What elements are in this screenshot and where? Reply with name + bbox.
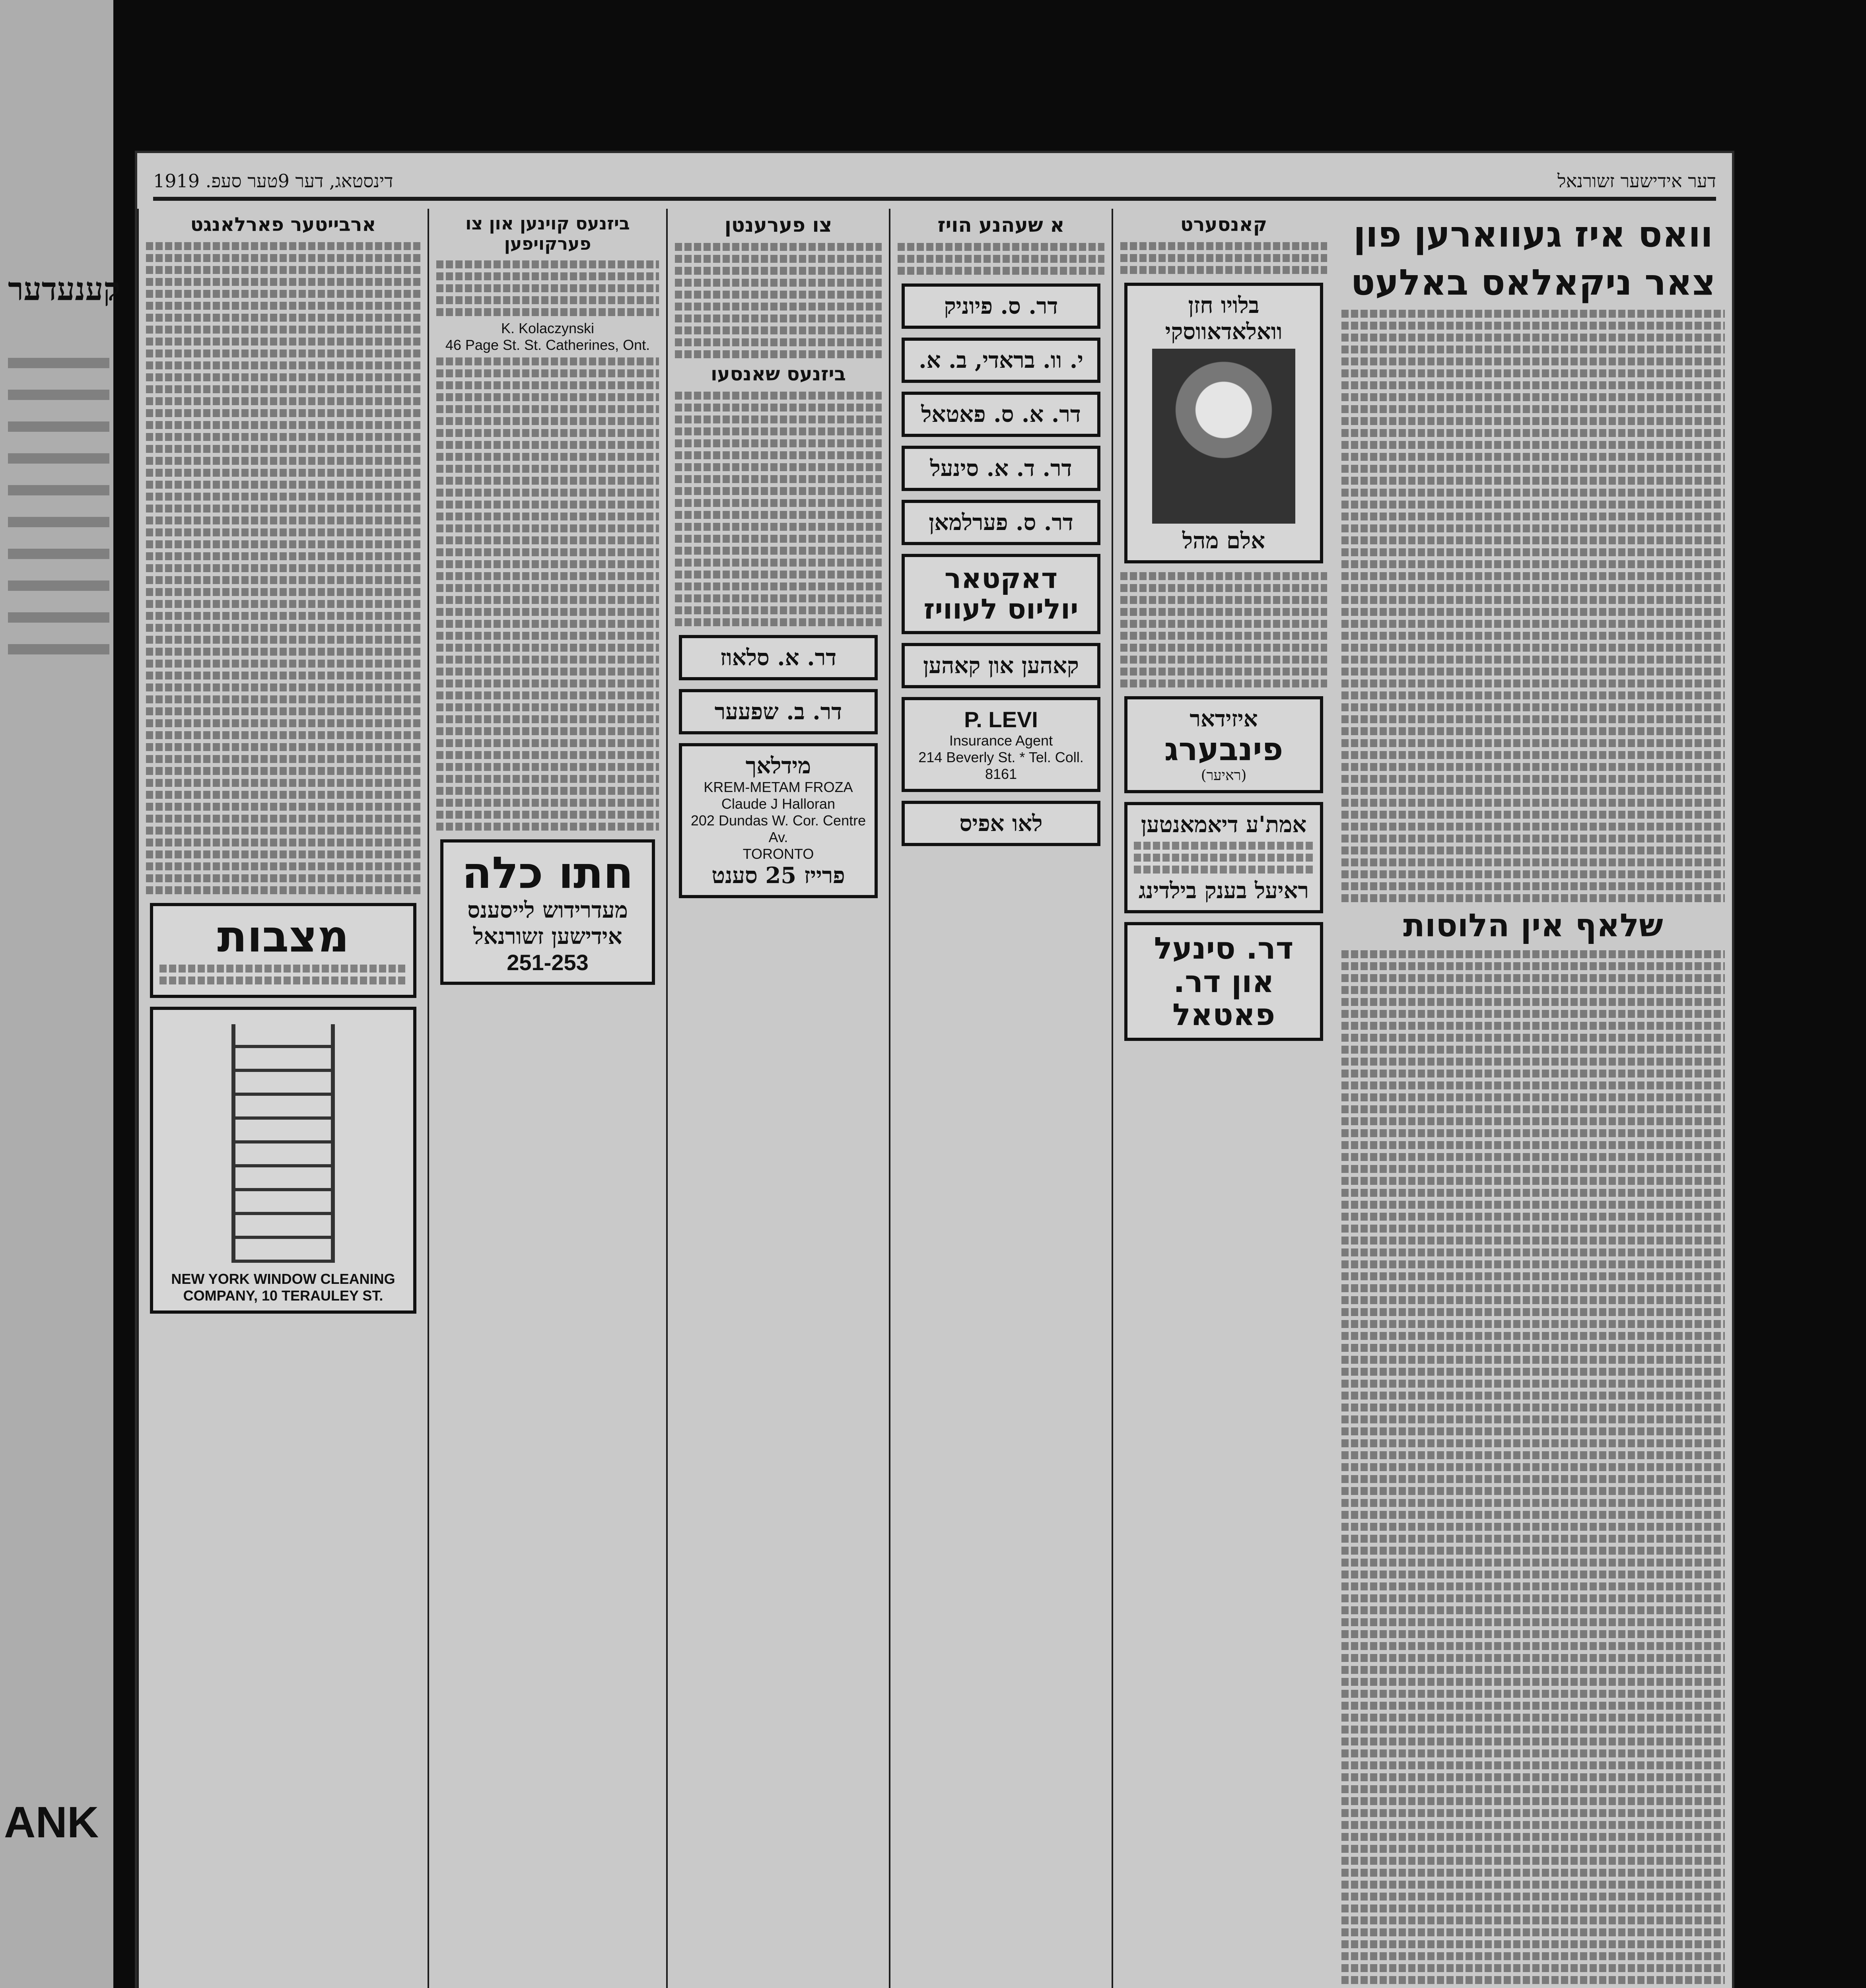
workers-column <box>137 209 428 1988</box>
ad-law-office[interactable] <box>902 801 1100 846</box>
feinberg-note: (ראיער) <box>1201 767 1247 784</box>
article-subhead: שלאף אין הלוסות <box>1403 907 1663 944</box>
feinberg-ad[interactable] <box>1124 696 1323 793</box>
ad-slauz-name: דר. א. סלאוז <box>720 645 837 671</box>
ad-window-cleaning[interactable] <box>150 1007 416 1314</box>
strip-headline: קענעדער <box>8 270 121 308</box>
ad-perlman-name: דר. ס. פערלמאן <box>929 509 1073 536</box>
rent-column <box>666 209 889 1988</box>
article-title-1: וואס איז געווארען פון <box>1353 214 1713 255</box>
ad-shpeer-name: דר. ב. שפעער <box>714 699 842 725</box>
ad-journal-name: אידישען זשורנאל <box>473 923 622 949</box>
ad-fatal[interactable] <box>902 392 1100 437</box>
business-chances-title: ביזנעס שאנסעו <box>711 363 846 385</box>
ad-law-office-name: לאו אפיס <box>959 810 1043 837</box>
cantor-name: בלויו חזן וואלאדאווסקי <box>1165 292 1283 345</box>
ad-midlach-price: פרייז 25 סענט <box>711 862 845 889</box>
ad-levi-title: Insurance Agent <box>949 732 1053 749</box>
ad-brady[interactable] <box>902 338 1100 383</box>
ad-levi[interactable] <box>902 697 1100 792</box>
ad-matzevot[interactable] <box>150 903 416 998</box>
concert-column <box>1112 209 1334 1988</box>
ad-brady-name: י. וו. בראדי, ב. א. <box>919 347 1083 373</box>
doctors-ad[interactable] <box>1124 922 1323 1041</box>
cantor-sub: אלם מהל <box>1182 528 1265 554</box>
business-title: ביזנעס קוינען און צו פערקויפען <box>465 214 630 254</box>
ad-slauz[interactable] <box>679 635 878 680</box>
ad-shpeer[interactable] <box>679 689 878 734</box>
ad-sigal[interactable] <box>902 446 1100 491</box>
ad-midlach-title: מידלאך <box>745 753 811 779</box>
ad-midlach-seller: Claude J Halloran <box>721 796 836 812</box>
ad-midlach-product: KREM-METAM FROZA <box>704 779 853 795</box>
main-article-column <box>1334 209 1732 1988</box>
ad-journal-wedding[interactable] <box>440 839 655 985</box>
business-column <box>428 209 666 1988</box>
concert-title: קאנסערט <box>1180 214 1267 236</box>
diamonds-text: ראיעל בענק בילדינג <box>1138 878 1309 904</box>
ad-levi-address: 214 Beverly St. * Tel. Coll. 8161 <box>918 749 1084 782</box>
ad-wedding-title: חתו כלה <box>462 847 634 898</box>
newspaper-page <box>137 153 1732 1988</box>
ad-fatal-name: דר. א. ס. פאטאל <box>921 401 1081 427</box>
cantor-portrait <box>1152 349 1295 524</box>
ads-column <box>889 209 1112 1988</box>
ad-fionik-name: דר. ס. פיוניק <box>944 293 1058 319</box>
kolaczynski-name: K. Kolaczynski <box>501 320 595 336</box>
diamonds-ad[interactable] <box>1124 802 1323 913</box>
article-title-2: צאר ניקאלאס באלעט <box>1351 262 1716 303</box>
ad-license-title: מעדרידוש לייסענס <box>467 897 628 923</box>
ad-matzevot-title: מצבות <box>217 911 349 962</box>
ad-midlach-city: TORONTO <box>743 846 814 862</box>
strip-bank: ANK <box>4 1798 99 1847</box>
kolaczynski-address: 46 Page St. St. Catherines, Ont. <box>445 337 650 353</box>
ad-perlman[interactable] <box>902 500 1100 545</box>
house-title: א שעהנע הויז <box>937 214 1065 237</box>
ad-fionik[interactable] <box>902 283 1100 329</box>
ad-midlach-address: 202 Dundas W. Cor. Centre Av. <box>690 812 866 845</box>
feinberg-name: פינבערג <box>1164 731 1283 768</box>
rent-title: צו פערענטן <box>724 214 832 237</box>
doctors-names: דר. סינעל און דר. פאטאל <box>1154 930 1294 1033</box>
diamonds-title: אמת'ע דיאמאנטען <box>1141 812 1307 838</box>
ad-midlach[interactable] <box>679 743 878 898</box>
ad-cohen[interactable] <box>902 643 1100 688</box>
left-page-strip <box>0 0 121 1988</box>
ad-levi-name: P. LEVI <box>964 707 1038 732</box>
ad-sigal-name: דר. ד. א. סינעל <box>930 455 1072 481</box>
masthead <box>153 165 1716 201</box>
ad-lewis-name: דאקטאר יוליוס לעוויז <box>923 562 1079 625</box>
issue-date: דינסטאג, דער 9טער סעפ. 1919 <box>153 170 393 192</box>
ad-journal-phone: 251-253 <box>507 950 589 975</box>
ad-window-cleaning-address: COMPANY, 10 TERAULEY ST. <box>183 1287 383 1304</box>
feinberg-title: איזידאר <box>1190 706 1258 732</box>
ad-cohen-name: קאהען און קאהען <box>923 652 1079 679</box>
cantor-ad[interactable] <box>1124 283 1323 563</box>
window-cleaner-illustration <box>231 1024 335 1263</box>
ad-lewis[interactable] <box>902 554 1100 634</box>
workers-title: ארבייטער פארלאנגט <box>190 214 376 236</box>
ad-window-cleaning-name: NEW YORK WINDOW CLEANING <box>171 1271 395 1287</box>
paper-name: דער אידישער זשורנאל <box>1557 170 1716 192</box>
